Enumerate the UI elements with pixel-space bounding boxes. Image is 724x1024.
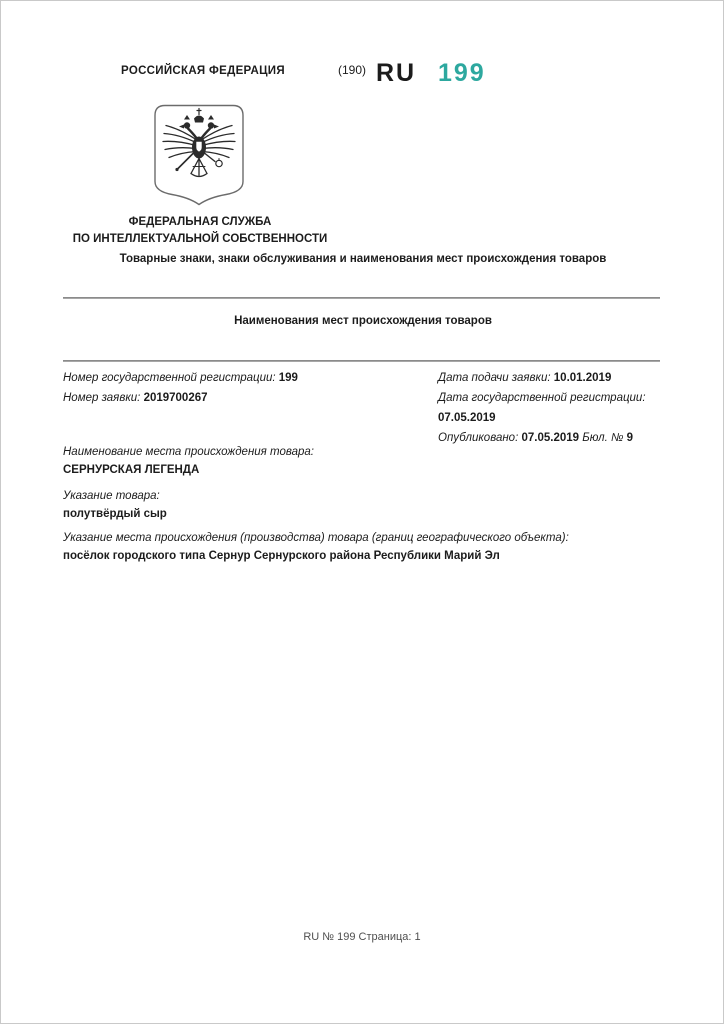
russian-coat-of-arms-icon <box>153 103 245 208</box>
origin-label: Указание места происхождения (производства) товара (границ географического объекта): <box>63 532 569 544</box>
origin-value: посёлок городского типа Сернур Сернурского района Республики Марий Эл <box>63 549 500 562</box>
horizontal-rule-top <box>63 297 660 299</box>
appellation-value: СЕРНУРСКАЯ ЛЕГЕНДА <box>63 463 200 476</box>
goods-label: Указание товара: <box>63 490 160 502</box>
appellation-block <box>63 444 663 479</box>
registration-number-header: 199 <box>438 59 486 87</box>
reg-number-row <box>63 368 433 388</box>
authority-line1: ФЕДЕРАЛЬНАЯ СЛУЖБА <box>128 216 272 228</box>
country-code: RU <box>376 59 417 87</box>
filing-date-value: 10.01.2019 <box>553 372 612 384</box>
horizontal-rule-bottom <box>63 360 660 362</box>
filing-date-label: Дата подачи заявки: <box>438 372 551 384</box>
reg-date-row <box>438 388 670 428</box>
inid-code-190: (190) <box>338 63 367 77</box>
country-name: РОССИЙСКАЯ ФЕДЕРАЦИЯ <box>121 65 285 77</box>
app-number-value: 2019700267 <box>143 392 208 404</box>
authority-line2: ПО ИНТЕЛЛЕКТУАЛЬНОЙ СОБСТВЕННОСТИ <box>72 233 328 245</box>
goods-value: полутвёрдый сыр <box>63 507 167 520</box>
app-number-label: Номер заявки: <box>63 392 141 404</box>
reg-number-label: Номер государственной регистрации: <box>63 372 276 384</box>
published-date-value: 07.05.2019 <box>521 432 580 444</box>
appellation-label: Наименование места происхождения товара: <box>63 446 314 458</box>
reg-date-value: 07.05.2019 <box>438 412 496 424</box>
issuing-authority <box>59 214 341 248</box>
bulletin-label: Бюл. № <box>582 432 624 444</box>
published-label: Опубликовано: <box>438 432 519 444</box>
reg-number-value: 199 <box>278 372 298 384</box>
reg-date-label: Дата государственной регистрации: <box>438 392 646 404</box>
bulletin-number-value: 9 <box>626 432 634 444</box>
registration-info-left <box>63 368 433 408</box>
page-footer: RU № 199 Страница: 1 <box>303 931 421 943</box>
register-subtitle: Товарные знаки, знаки обслуживания и наименования мест происхождения товаров <box>119 253 607 265</box>
origin-block <box>63 530 663 565</box>
goods-block <box>63 488 663 523</box>
registration-info-right <box>438 368 670 448</box>
filing-date-row <box>438 368 670 388</box>
app-number-row <box>63 388 433 408</box>
section-title: Наименования мест происхождения товаров <box>234 315 492 327</box>
